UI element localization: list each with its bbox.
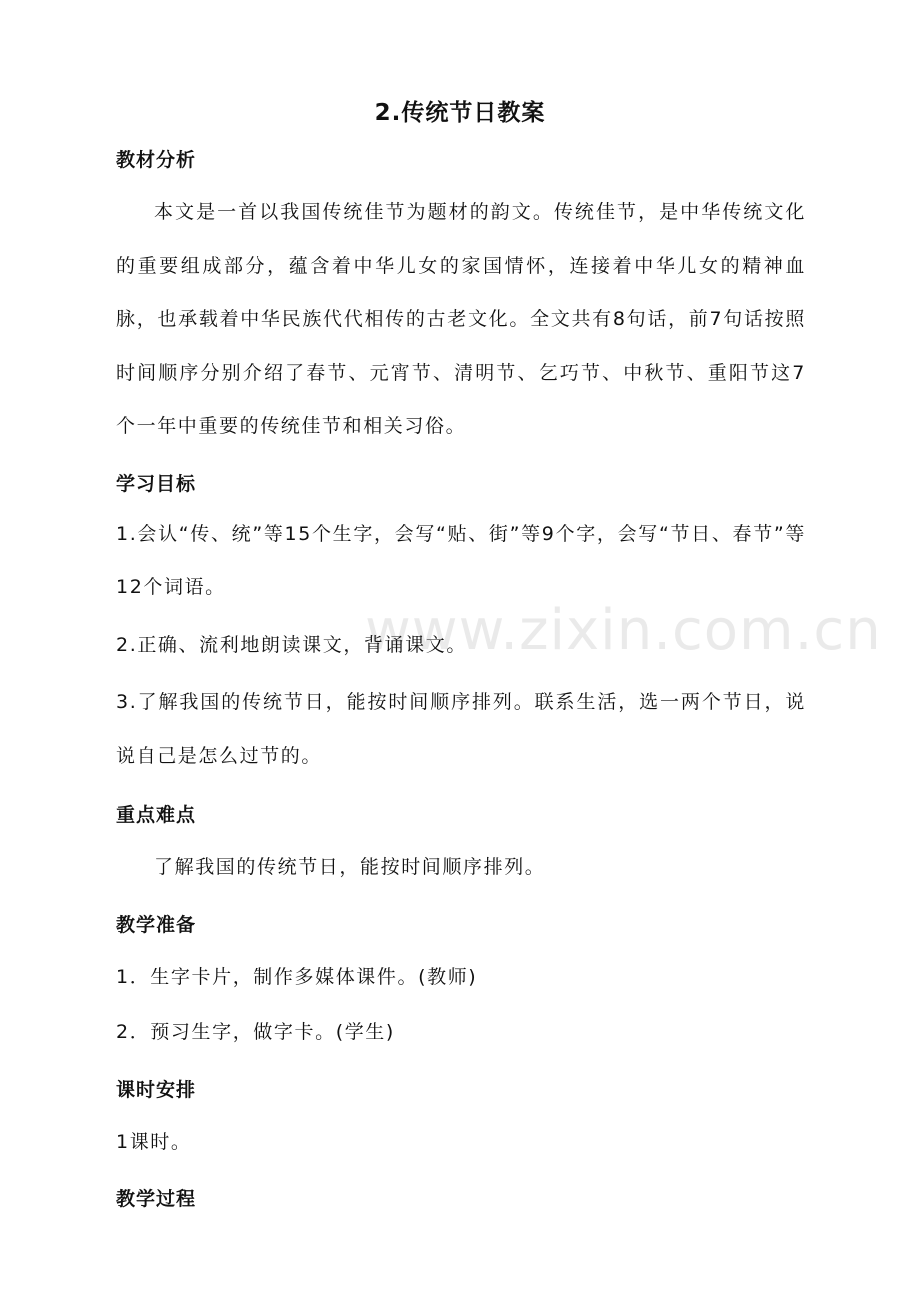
goal-item-1: 1.会认“传、统”等15个生字，会写“贴、街”等9个字，会写“节日、春节”等12个词语。 <box>116 522 806 598</box>
paragraph-analysis: 本文是一首以我国传统佳节为题材的韵文。传统佳节，是中华传统文化的重要组成部分，蕴含着中华儿女的家国情怀，连接着中华儿女的精神血脉，也承载着中华民族代代相传的古老文化。全文共有8句话，前7句话按照时间顺序分别介绍了春节、元宵节、清明节、乞巧节、中秋节、重阳节这7个一年中重要的传统佳节和相关习俗。 <box>116 201 806 437</box>
document-body <box>116 140 806 1219</box>
heading-schedule: 课时安排 <box>116 1078 197 1101</box>
preparation-item-1: 1．生字卡片，制作多媒体课件。(教师) <box>116 965 478 988</box>
heading-goals: 学习目标 <box>116 472 197 495</box>
heading-key-points: 重点难点 <box>116 804 197 826</box>
watermark: www.zixin.com.cn <box>365 598 882 663</box>
goal-item-2: 2.正确、流利地朗读课文，背诵课文。 <box>116 633 467 656</box>
heading-process: 教学过程 <box>116 1188 197 1210</box>
goal-item-3: 3.了解我国的传统节日，能按时间顺序排列。联系生活，选一两个节日，说说自己是怎么过节的。 <box>116 691 806 767</box>
preparation-item-2: 2．预习生字，做字卡。(学生) <box>116 1021 395 1043</box>
paragraph-schedule: 1课时。 <box>116 1130 192 1153</box>
heading-preparation: 教学准备 <box>116 913 197 936</box>
paragraph-key-points: 了解我国的传统节日，能按时间顺序排列。 <box>154 856 546 878</box>
document-title: 2.传统节日教案 <box>374 100 546 126</box>
heading-analysis: 教材分析 <box>116 149 197 171</box>
